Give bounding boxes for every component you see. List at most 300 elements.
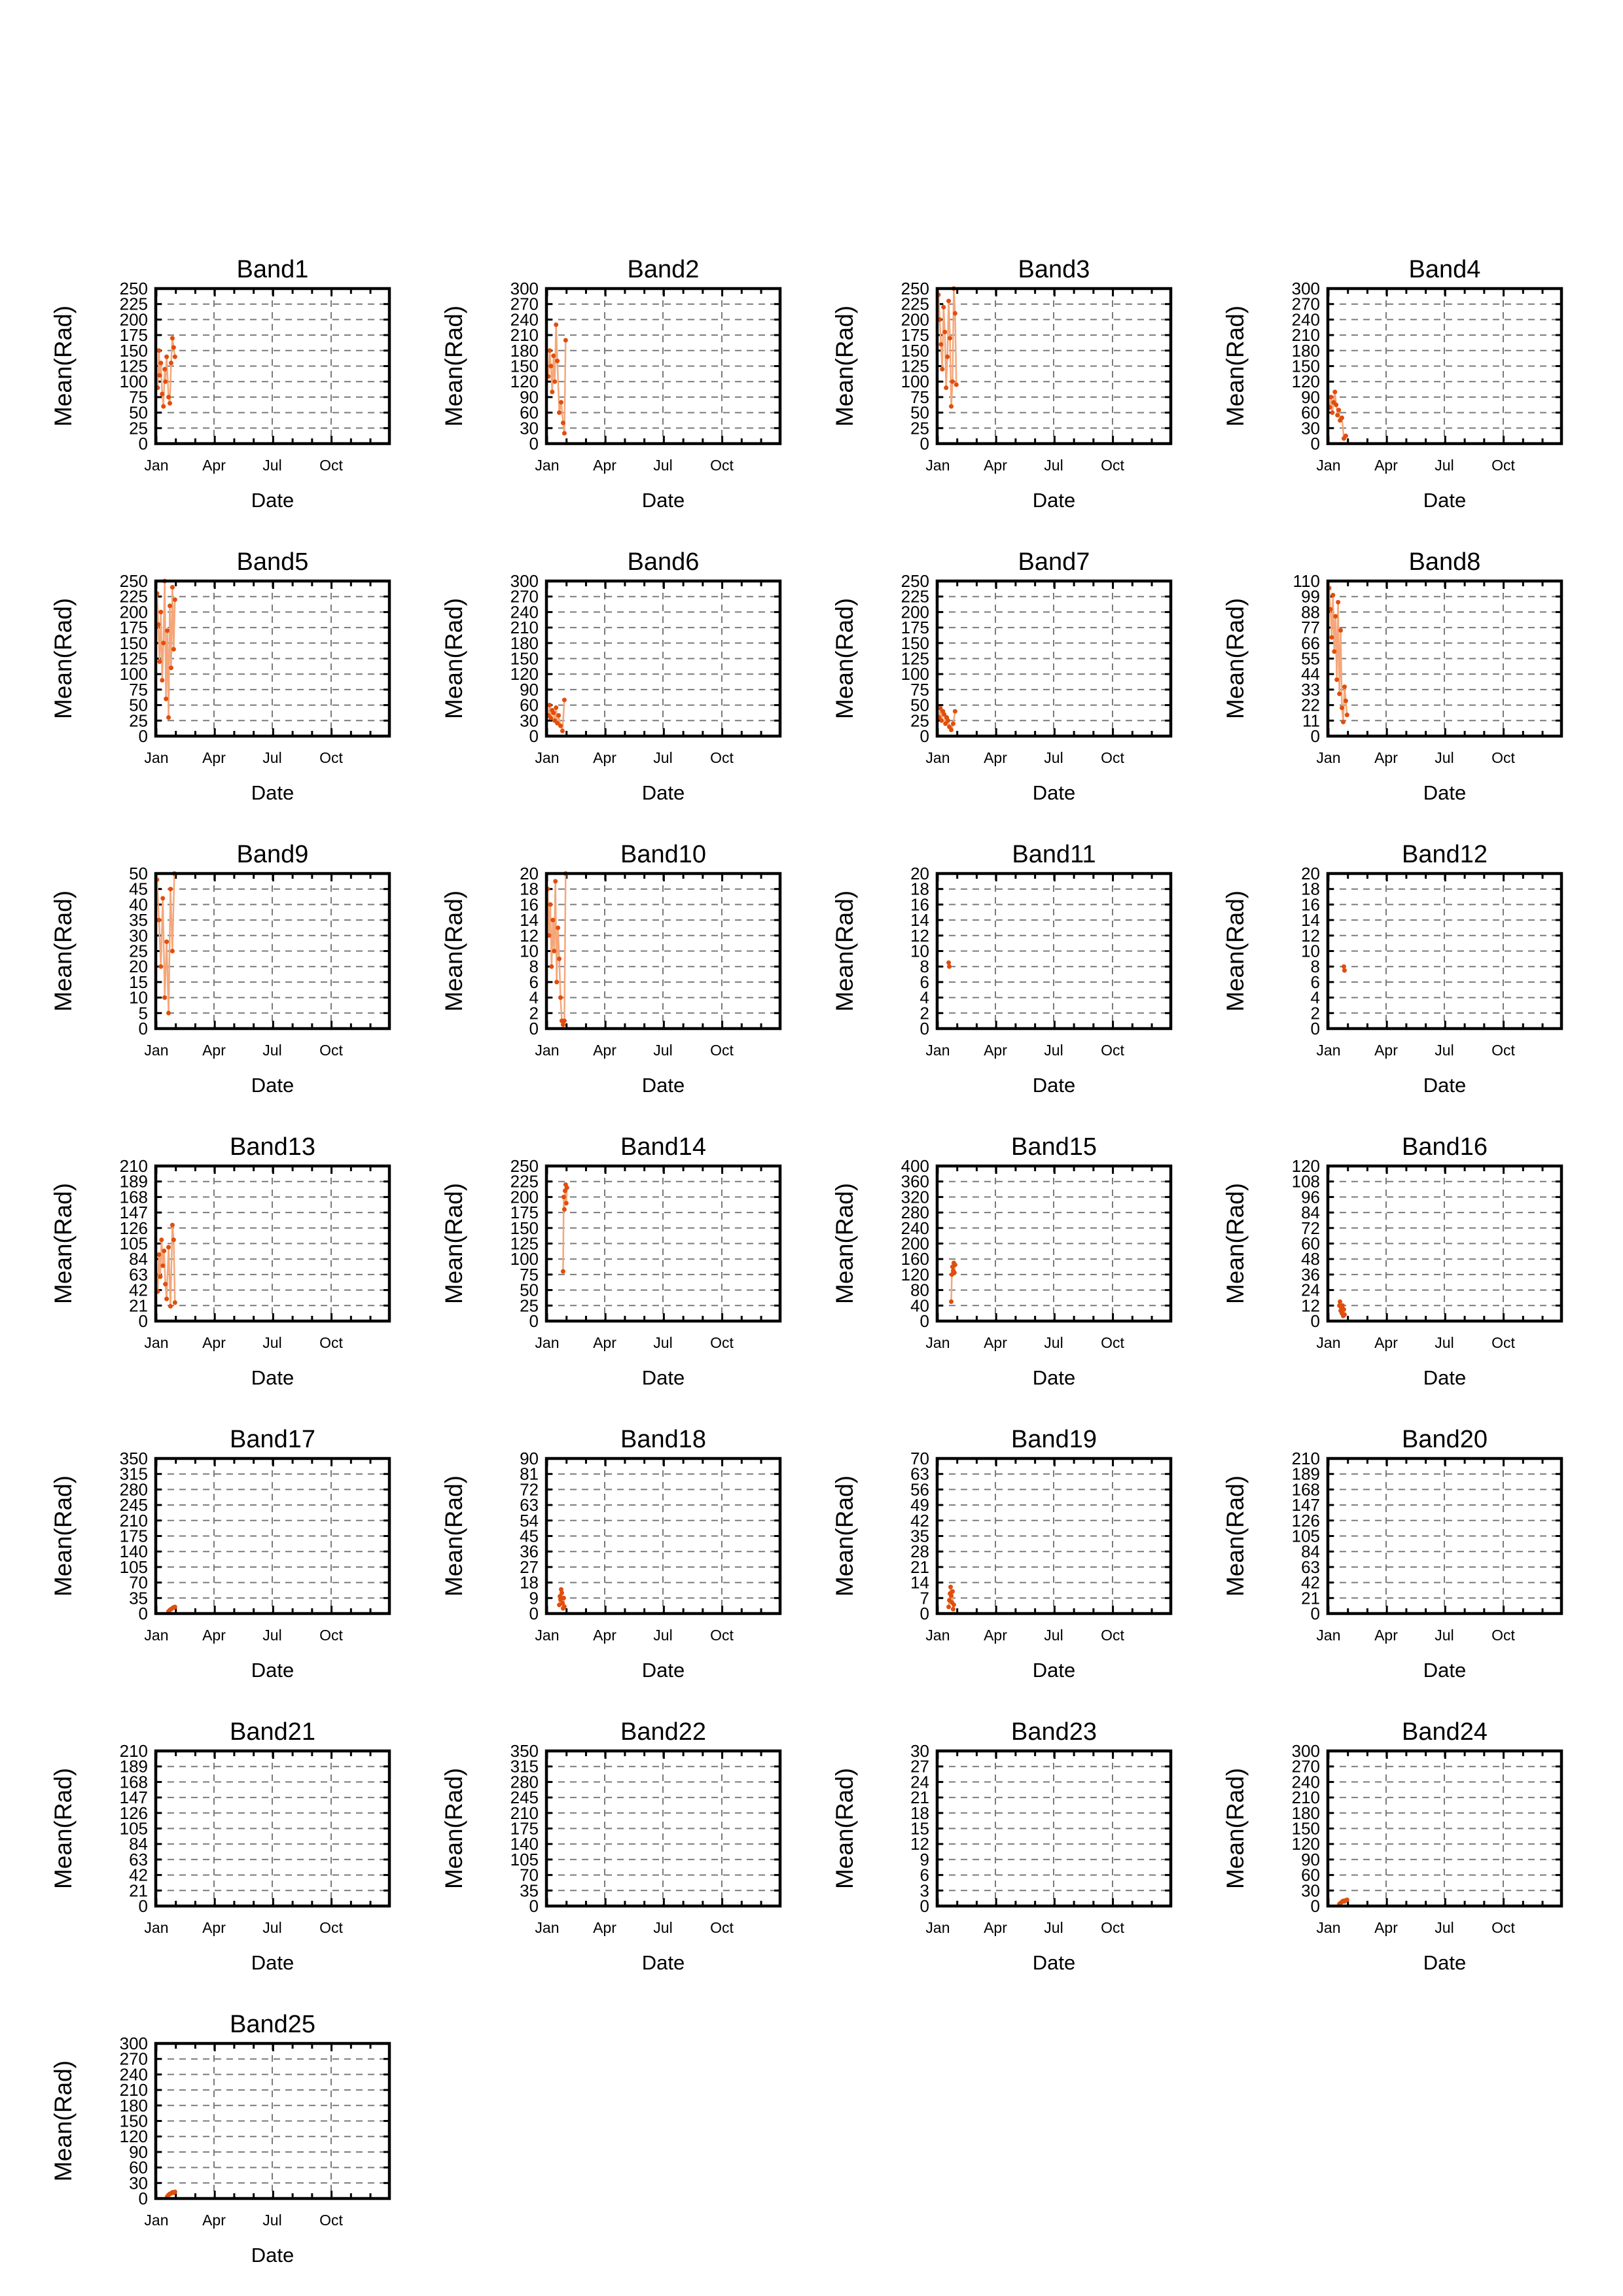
x-axis-label: Date (251, 489, 294, 512)
y-tick-label: 6 (919, 1865, 929, 1885)
data-point (557, 410, 562, 415)
x-tick-label: Jul (653, 1919, 673, 1936)
y-tick-label: 63 (129, 1849, 148, 1869)
y-tick-label: 270 (1291, 1756, 1320, 1776)
chart-title: Band18 (620, 1426, 707, 1453)
data-point (171, 345, 176, 350)
y-tick-label: 27 (910, 1756, 929, 1776)
y-tick-label: 16 (910, 894, 929, 915)
x-axis-label: Date (1032, 1659, 1076, 1682)
x-axis-label: Date (251, 1074, 294, 1097)
data-point (1330, 410, 1334, 415)
y-tick-label: 21 (129, 1296, 148, 1316)
y-tick-label: 18 (910, 879, 929, 899)
x-axis-label: Date (641, 1074, 685, 1097)
data-point (1342, 684, 1347, 689)
data-point (561, 1269, 565, 1274)
y-axis-label: Mean(Rad) (50, 1182, 77, 1305)
y-tick-label: 210 (510, 325, 539, 345)
y-tick-label: 0 (529, 726, 539, 746)
y-tick-label: 0 (1310, 1604, 1320, 1623)
x-tick-label: Oct (1101, 1334, 1124, 1351)
y-tick-label: 180 (119, 2095, 148, 2115)
y-tick-label: 50 (129, 402, 148, 423)
x-axis-label: Date (641, 1366, 685, 1389)
y-tick-label: 125 (510, 1233, 539, 1254)
y-tick-label: 105 (1291, 1526, 1320, 1546)
data-point (947, 964, 952, 969)
y-axis-label: Mean(Rad) (831, 305, 858, 427)
y-tick-label: 72 (1301, 1218, 1320, 1238)
x-tick-label: Jul (653, 457, 673, 474)
data-point (550, 918, 555, 923)
y-tick-label: 120 (1291, 1834, 1320, 1854)
y-tick-label: 18 (520, 879, 539, 899)
chart-panel-band9 (50, 841, 389, 1097)
x-axis-label: Date (1423, 1951, 1467, 1974)
x-axis-label: Date (1423, 781, 1467, 804)
x-tick-label: Jul (262, 749, 282, 766)
data-point (552, 380, 557, 384)
y-tick-label: 200 (119, 602, 148, 622)
y-tick-label: 150 (119, 2111, 148, 2131)
y-tick-label: 150 (901, 340, 929, 361)
chart-title: Band14 (620, 1133, 707, 1161)
y-tick-label: 90 (520, 679, 539, 699)
x-tick-label: Jan (1316, 457, 1341, 474)
data-point (166, 395, 171, 399)
y-tick-label: 63 (129, 1264, 148, 1284)
y-tick-label: 6 (529, 972, 539, 992)
y-tick-label: 50 (520, 1280, 539, 1300)
y-tick-label: 12 (910, 925, 929, 945)
y-tick-label: 21 (910, 1557, 929, 1577)
chart-title: Band3 (1018, 256, 1090, 283)
x-tick-label: Oct (1491, 457, 1515, 474)
data-point (158, 964, 163, 969)
chart-panel-band4 (1222, 256, 1561, 512)
data-point (547, 703, 552, 707)
y-tick-label: 189 (119, 1756, 148, 1776)
y-tick-label: 50 (910, 402, 929, 423)
data-point (559, 400, 563, 404)
x-tick-label: Apr (1374, 1919, 1398, 1936)
y-tick-label: 105 (119, 1818, 148, 1839)
y-tick-label: 108 (1291, 1171, 1320, 1192)
x-tick-label: Oct (319, 1627, 343, 1644)
x-tick-label: Oct (710, 1919, 734, 1936)
data-point (1336, 600, 1340, 605)
data-point (548, 716, 553, 720)
x-tick-label: Oct (1101, 1627, 1124, 1644)
y-tick-label: 0 (1310, 1896, 1320, 1916)
y-tick-label: 12 (520, 925, 539, 945)
data-point (950, 1589, 955, 1594)
data-point (171, 647, 176, 652)
y-tick-label: 20 (1301, 864, 1320, 883)
y-tick-label: 10 (129, 987, 148, 1008)
chart-title: Band9 (236, 841, 309, 868)
x-tick-label: Oct (319, 1042, 343, 1059)
x-tick-label: Oct (1101, 749, 1124, 766)
y-tick-label: 210 (119, 2080, 148, 2100)
data-point (948, 336, 952, 340)
data-point (552, 949, 556, 953)
x-tick-label: Oct (319, 749, 343, 766)
chart-title: Band21 (229, 1718, 316, 1746)
y-tick-label: 10 (910, 941, 929, 961)
y-tick-label: 90 (129, 2142, 148, 2162)
y-axis-label: Mean(Rad) (1222, 1767, 1249, 1890)
y-tick-label: 250 (901, 571, 929, 591)
x-tick-label: Jan (925, 1042, 950, 1059)
x-tick-label: Jan (1316, 1919, 1341, 1936)
y-axis-label: Mean(Rad) (440, 1767, 467, 1890)
x-tick-label: Jan (535, 457, 560, 474)
data-point (949, 1299, 954, 1304)
y-tick-label: 50 (910, 695, 929, 715)
data-point (1344, 699, 1348, 703)
y-tick-label: 22 (1301, 695, 1320, 715)
x-tick-label: Apr (984, 1919, 1007, 1936)
y-tick-label: 270 (510, 586, 539, 607)
y-tick-label: 300 (510, 571, 539, 591)
chart-panel-band10 (440, 841, 780, 1097)
y-tick-label: 75 (129, 387, 148, 407)
y-tick-label: 30 (910, 1741, 929, 1761)
chart-title: Band13 (229, 1133, 316, 1161)
x-axis-label: Date (1032, 1074, 1076, 1097)
data-point (547, 348, 552, 353)
y-tick-label: 0 (919, 434, 929, 453)
x-axis-label: Date (251, 781, 294, 804)
data-point (168, 1304, 173, 1309)
data-point (551, 711, 556, 715)
chart-title: Band4 (1408, 256, 1481, 283)
x-tick-label: Oct (1491, 749, 1515, 766)
y-tick-label: 140 (510, 1834, 539, 1854)
x-tick-label: Jan (535, 749, 560, 766)
y-tick-label: 5 (138, 1003, 148, 1023)
y-axis-label: Mean(Rad) (440, 1475, 467, 1597)
y-tick-label: 175 (119, 618, 148, 638)
y-tick-label: 0 (138, 1019, 148, 1038)
chart-title: Band12 (1401, 841, 1488, 868)
x-tick-label: Apr (202, 457, 226, 474)
x-tick-label: Oct (319, 1334, 343, 1351)
data-point (168, 603, 172, 608)
data-point (160, 392, 164, 397)
y-tick-label: 30 (1301, 1881, 1320, 1901)
y-tick-label: 30 (129, 925, 148, 945)
y-tick-label: 20 (520, 864, 539, 883)
data-point (158, 1275, 162, 1279)
y-tick-label: 9 (919, 1849, 929, 1869)
x-tick-label: Jan (144, 2212, 169, 2229)
y-tick-label: 245 (510, 1788, 539, 1808)
y-tick-label: 96 (1301, 1187, 1320, 1207)
x-tick-label: Jul (1044, 1042, 1063, 1059)
y-axis-label: Mean(Rad) (440, 305, 467, 427)
y-tick-label: 42 (1301, 1572, 1320, 1593)
x-tick-label: Jul (262, 2212, 282, 2229)
y-tick-label: 100 (119, 372, 148, 392)
data-point (173, 1300, 177, 1305)
y-tick-label: 25 (129, 711, 148, 731)
data-point (1338, 628, 1343, 633)
x-tick-label: Apr (1374, 1334, 1398, 1351)
y-tick-label: 63 (910, 1464, 929, 1484)
chart-title: Band5 (236, 548, 309, 576)
y-tick-label: 160 (901, 1249, 929, 1269)
data-point (1340, 705, 1344, 710)
y-tick-label: 120 (119, 2127, 148, 2147)
y-axis-label: Mean(Rad) (1222, 1182, 1249, 1305)
y-axis-label: Mean(Rad) (831, 597, 858, 720)
y-tick-label: 21 (910, 1788, 929, 1808)
chart-panel-band25 (50, 2011, 389, 2267)
y-tick-label: 25 (910, 711, 929, 731)
y-axis-label: Mean(Rad) (50, 1767, 77, 1890)
data-point (561, 421, 565, 425)
y-tick-label: 0 (919, 726, 929, 746)
x-tick-label: Jul (1044, 457, 1063, 474)
x-axis-label: Date (251, 1366, 294, 1389)
data-point (160, 678, 164, 682)
y-tick-label: 100 (510, 1249, 539, 1269)
y-tick-label: 200 (901, 602, 929, 622)
y-tick-label: 12 (910, 1834, 929, 1854)
x-tick-label: Jan (535, 1627, 560, 1644)
data-point (949, 1593, 954, 1598)
data-point (951, 722, 955, 726)
chart-title: Band2 (627, 256, 700, 283)
x-tick-label: Jan (535, 1334, 560, 1351)
data-point (1342, 1307, 1346, 1312)
data-point (946, 718, 950, 723)
data-point (939, 718, 944, 723)
y-tick-label: 210 (1291, 1449, 1320, 1468)
x-tick-label: Jul (1435, 1627, 1454, 1644)
data-point (166, 1245, 171, 1250)
x-axis-label: Date (641, 1951, 685, 1974)
x-tick-label: Jan (925, 1919, 950, 1936)
y-tick-label: 70 (129, 1572, 148, 1593)
y-tick-label: 180 (510, 633, 539, 653)
y-tick-label: 70 (520, 1865, 539, 1885)
data-point (1334, 402, 1338, 407)
y-tick-label: 210 (1291, 1788, 1320, 1808)
y-tick-label: 60 (129, 2157, 148, 2178)
y-tick-label: 75 (129, 679, 148, 699)
data-point (1332, 390, 1337, 395)
x-tick-label: Jan (144, 1042, 169, 1059)
y-tick-label: 240 (119, 2064, 148, 2085)
data-point (157, 373, 162, 378)
data-point (562, 1019, 567, 1023)
data-point (556, 713, 561, 718)
x-tick-label: Jan (144, 749, 169, 766)
data-point (165, 628, 169, 633)
data-point (170, 585, 175, 590)
x-tick-label: Apr (984, 1042, 1007, 1059)
y-tick-label: 270 (1291, 294, 1320, 314)
y-tick-label: 168 (1291, 1479, 1320, 1500)
y-tick-label: 16 (1301, 894, 1320, 915)
y-tick-label: 18 (1301, 879, 1320, 899)
y-tick-label: 270 (119, 2049, 148, 2069)
y-tick-label: 8 (529, 957, 539, 977)
y-tick-label: 250 (510, 1156, 539, 1176)
x-tick-label: Apr (593, 457, 616, 474)
y-tick-label: 189 (1291, 1464, 1320, 1484)
data-point (1333, 614, 1338, 618)
data-point (551, 353, 556, 358)
data-point (949, 728, 954, 732)
data-point (1330, 593, 1335, 597)
chart-panel-band7 (831, 548, 1171, 804)
y-tick-label: 63 (520, 1495, 539, 1515)
x-tick-label: Apr (593, 749, 616, 766)
y-tick-label: 70 (910, 1449, 929, 1468)
y-tick-label: 250 (119, 279, 148, 298)
data-point (951, 1607, 955, 1612)
y-tick-label: 10 (520, 941, 539, 961)
chart-title: Band25 (229, 2011, 316, 2038)
y-tick-label: 0 (919, 1311, 929, 1331)
y-tick-label: 175 (510, 1818, 539, 1839)
chart-panel-band11 (831, 841, 1171, 1097)
data-point (562, 1596, 566, 1600)
y-tick-label: 14 (520, 910, 539, 930)
data-point (173, 355, 177, 359)
data-point (1334, 677, 1339, 682)
data-point (554, 980, 559, 984)
y-tick-label: 300 (1291, 1741, 1320, 1761)
series-line (158, 1225, 175, 1306)
data-point (166, 715, 171, 720)
x-axis-label: Date (251, 2244, 294, 2267)
data-point (940, 367, 944, 372)
y-tick-label: 175 (901, 325, 929, 345)
x-tick-label: Jul (1435, 1042, 1454, 1059)
y-tick-label: 120 (510, 372, 539, 392)
x-tick-label: Oct (710, 457, 734, 474)
data-point (158, 610, 163, 614)
y-tick-label: 21 (1301, 1588, 1320, 1608)
data-point (563, 338, 568, 343)
data-point (1345, 1898, 1349, 1902)
y-tick-label: 7 (919, 1588, 929, 1608)
chart-panel-band15 (831, 1133, 1171, 1389)
y-tick-label: 12 (1301, 925, 1320, 945)
x-axis-label: Date (1423, 1074, 1467, 1097)
y-tick-label: 0 (529, 1896, 539, 1916)
y-tick-label: 66 (1301, 633, 1320, 653)
data-point (161, 641, 166, 645)
y-tick-label: 150 (901, 633, 929, 653)
chart-title: Band11 (1012, 841, 1096, 868)
y-tick-label: 18 (910, 1803, 929, 1823)
data-point (171, 1237, 176, 1242)
y-tick-label: 210 (510, 1803, 539, 1823)
x-tick-label: Oct (1491, 1042, 1515, 1059)
data-point (1341, 720, 1346, 724)
x-tick-label: Jul (1435, 1919, 1454, 1936)
y-tick-label: 125 (901, 356, 929, 376)
x-axis-label: Date (251, 1951, 294, 1974)
y-tick-label: 84 (1301, 1542, 1320, 1562)
y-tick-label: 0 (138, 1896, 148, 1916)
y-tick-label: 0 (1310, 434, 1320, 453)
y-tick-label: 0 (919, 1604, 929, 1623)
y-tick-label: 20 (129, 957, 148, 977)
y-tick-label: 210 (1291, 325, 1320, 345)
x-tick-label: Jan (925, 1627, 950, 1644)
y-tick-label: 200 (901, 1233, 929, 1254)
data-point (159, 1237, 164, 1242)
y-tick-label: 125 (119, 356, 148, 376)
y-tick-label: 30 (1301, 418, 1320, 438)
y-tick-label: 125 (119, 648, 148, 669)
y-axis-label: Mean(Rad) (50, 305, 77, 427)
chart-panel-band3 (831, 256, 1171, 512)
data-point (548, 364, 553, 368)
y-tick-label: 100 (119, 664, 148, 684)
x-tick-label: Apr (984, 457, 1007, 474)
y-tick-label: 300 (1291, 279, 1320, 298)
y-tick-label: 35 (129, 1588, 148, 1608)
x-tick-label: Oct (1101, 1919, 1124, 1936)
y-tick-label: 9 (529, 1588, 539, 1608)
y-tick-label: 140 (119, 1542, 148, 1562)
y-tick-label: 40 (910, 1296, 929, 1316)
y-tick-label: 240 (901, 1218, 929, 1238)
y-tick-label: 225 (901, 294, 929, 314)
x-tick-label: Apr (1374, 457, 1398, 474)
data-point (170, 949, 175, 953)
y-tick-label: 210 (119, 1510, 148, 1530)
y-tick-label: 90 (1301, 387, 1320, 407)
y-tick-label: 42 (129, 1280, 148, 1300)
x-tick-label: Oct (1491, 1334, 1515, 1351)
y-tick-label: 25 (910, 418, 929, 438)
data-point (173, 1604, 177, 1609)
x-axis-label: Date (641, 1659, 685, 1682)
data-point (560, 729, 565, 733)
data-point (168, 887, 173, 891)
x-axis-label: Date (1032, 1951, 1076, 1974)
y-tick-label: 150 (510, 356, 539, 376)
data-point (554, 323, 558, 327)
y-tick-label: 320 (901, 1187, 929, 1207)
chart-panel-band18 (440, 1426, 780, 1682)
y-axis-label: Mean(Rad) (440, 890, 467, 1012)
chart-panel-band8 (1222, 548, 1561, 804)
x-tick-label: Apr (1374, 1627, 1398, 1644)
y-tick-label: 8 (919, 957, 929, 977)
data-point (946, 961, 951, 965)
chart-panel-band23 (831, 1718, 1171, 1974)
y-tick-label: 0 (529, 1019, 539, 1038)
data-point (163, 380, 168, 384)
y-tick-label: 60 (1301, 1233, 1320, 1254)
y-tick-label: 200 (119, 309, 148, 330)
data-point (173, 597, 177, 602)
x-tick-label: Jul (653, 749, 673, 766)
data-point (156, 1252, 161, 1257)
y-tick-label: 250 (901, 279, 929, 298)
